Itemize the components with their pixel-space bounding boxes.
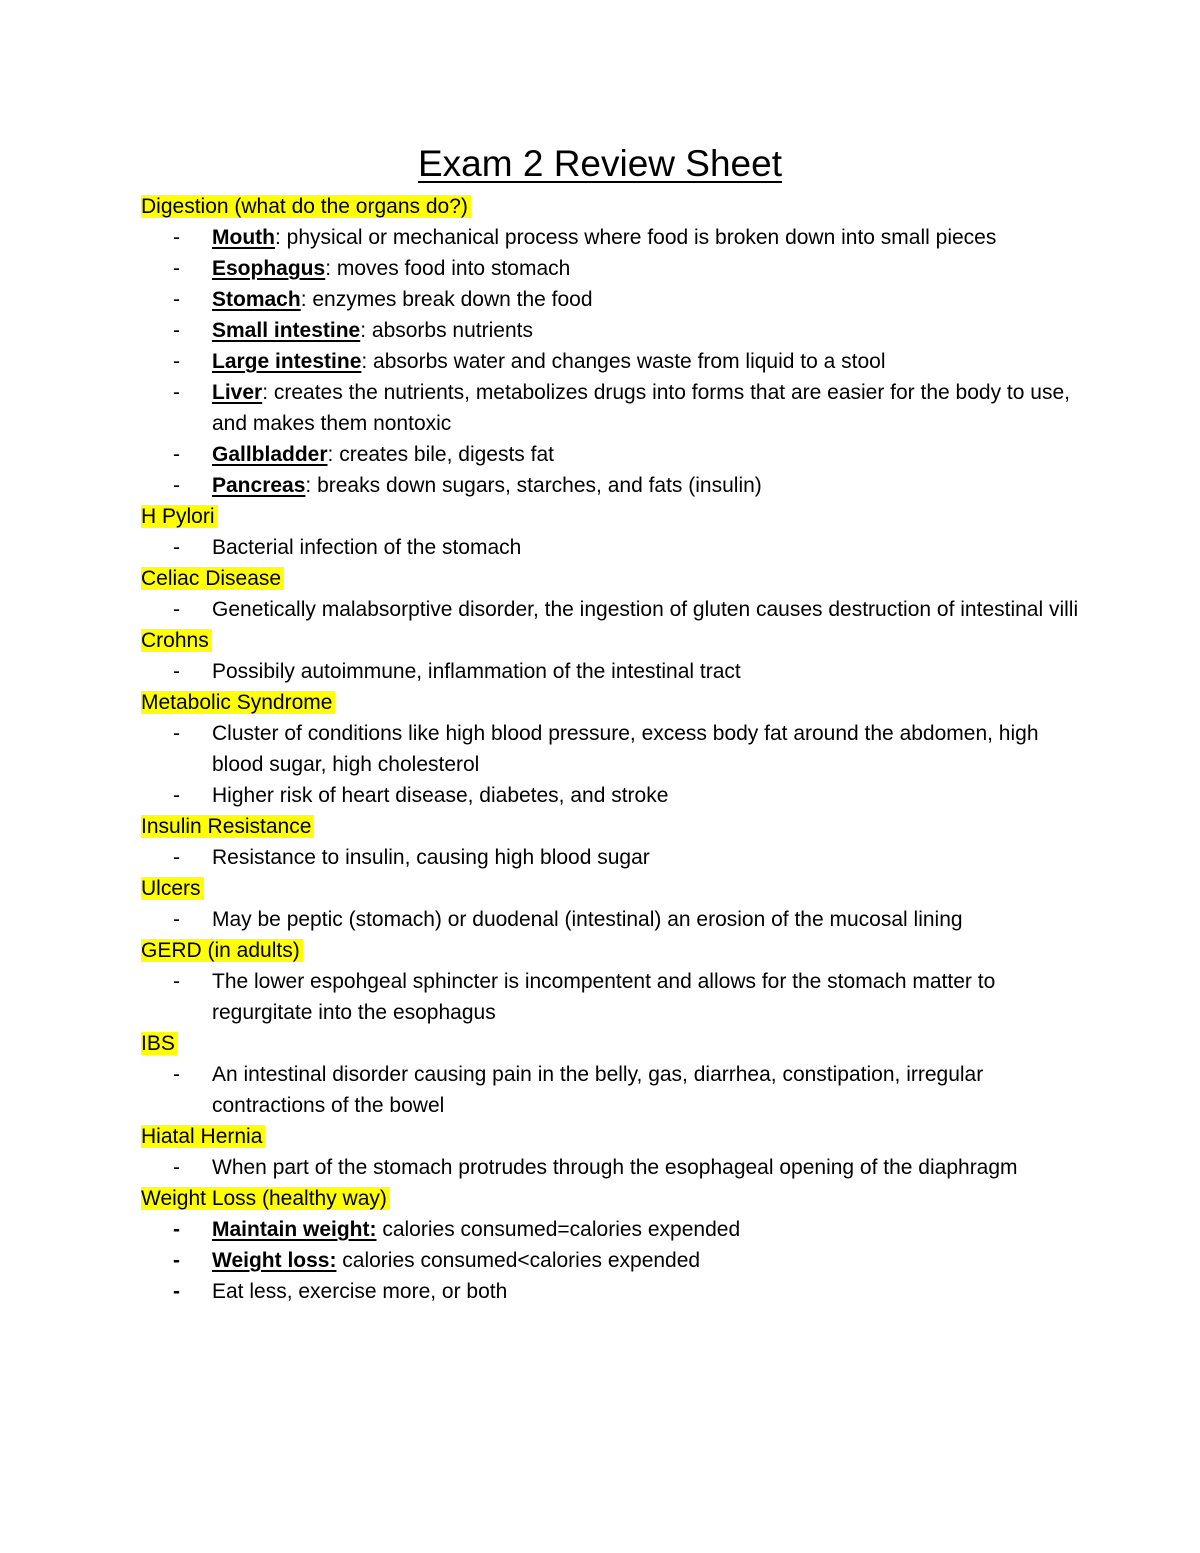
bullet-text [212, 284, 1081, 315]
bullet-description: May be peptic (stomach) or duodenal (intestinal) an erosion of the mucosal lining [212, 908, 963, 931]
bullet-description: Higher risk of heart disease, diabetes, and stroke [212, 784, 669, 807]
bullet-text [212, 253, 1081, 284]
bullet-dash: - [173, 908, 180, 931]
bullet-text [212, 656, 1081, 687]
bullet-dash: - [173, 443, 180, 466]
bullet-description: : enzymes break down the food [300, 288, 593, 311]
bullet-description: : creates the nutrients, metabolizes drugs into forms that are easier for the body to use, and makes them nontoxic [212, 381, 1070, 435]
section-heading [141, 1121, 1081, 1152]
bullet-text [212, 1059, 1081, 1121]
bullet-item [141, 1245, 1081, 1276]
bullet-description: Possibily autoimmune, inflammation of the intestinal tract [212, 660, 741, 683]
bullet-dash: - [173, 257, 180, 280]
bullet-description: When part of the stomach protrudes through the esophageal opening of the diaphragm [212, 1156, 1018, 1179]
bullet-item [141, 904, 1081, 935]
section-heading [141, 873, 1081, 904]
bullet-description: The lower espohgeal sphincter is incompentent and allows for the stomach matter to regurgitate into the esophagus [212, 970, 996, 1024]
section-heading [141, 501, 1081, 532]
section-heading-text: Weight Loss (healthy way) [141, 1187, 390, 1210]
page-title: Exam 2 Review Sheet [417, 143, 782, 184]
section-heading [141, 563, 1081, 594]
bullet-text [212, 532, 1081, 563]
bullet-text [212, 842, 1081, 873]
bullet-item [141, 439, 1081, 470]
section-heading-text: IBS [141, 1032, 178, 1055]
bullet-dash: - [173, 1249, 180, 1272]
bullet-item [141, 222, 1081, 253]
bullet-dash: - [173, 1280, 180, 1303]
bullet-item [141, 842, 1081, 873]
bullet-text [212, 1152, 1081, 1183]
bullet-item [141, 656, 1081, 687]
bullet-dash: - [173, 1063, 180, 1086]
bullet-text [212, 594, 1081, 625]
section-heading-text: Celiac Disease [141, 567, 284, 590]
bullet-term: Liver [212, 381, 263, 404]
bullet-description: Eat less, exercise more, or both [212, 1280, 508, 1303]
review-content [141, 191, 1081, 1307]
bullet-item [141, 377, 1081, 439]
bullet-text [212, 377, 1081, 439]
bullet-item [141, 470, 1081, 501]
bullet-item [141, 718, 1081, 780]
bullet-description: calories consumed<calories expended [336, 1249, 701, 1272]
section-heading [141, 1028, 1081, 1059]
section-heading-text: Ulcers [141, 877, 204, 900]
bullet-term: Gallbladder [212, 443, 328, 466]
bullet-term: Stomach [212, 288, 301, 311]
bullet-dash: - [173, 722, 180, 745]
bullet-description: : moves food into stomach [325, 257, 571, 280]
bullet-dash: - [173, 381, 180, 404]
bullet-description: An intestinal disorder causing pain in the belly, gas, diarrhea, constipation, irregular contractions of the bowel [212, 1063, 984, 1117]
bullet-description: Resistance to insulin, causing high blood sugar [212, 846, 650, 869]
bullet-text [212, 966, 1081, 1028]
bullet-text [212, 718, 1081, 780]
bullet-description: : absorbs nutrients [360, 319, 533, 342]
section-heading [141, 191, 1081, 222]
bullet-description: : physical or mechanical process where food is broken down into small pieces [274, 226, 997, 249]
bullet-item [141, 1214, 1081, 1245]
bullet-item [141, 532, 1081, 563]
bullet-dash: - [173, 536, 180, 559]
section-heading-text: Hiatal Hernia [141, 1125, 265, 1148]
bullet-description: Cluster of conditions like high blood pressure, excess body fat around the abdomen, high blood sugar, high cholesterol [212, 722, 1039, 776]
bullet-dash: - [173, 350, 180, 373]
bullet-dash: - [173, 226, 180, 249]
section-heading-text: H Pylori [141, 505, 218, 528]
bullet-dash: - [173, 474, 180, 497]
bullet-text [212, 222, 1081, 253]
bullet-dash: - [173, 846, 180, 869]
bullet-item [141, 966, 1081, 1028]
bullet-item [141, 1152, 1081, 1183]
bullet-term: Weight loss: [212, 1249, 337, 1272]
bullet-dash: - [173, 1156, 180, 1179]
bullet-term: Pancreas [212, 474, 306, 497]
bullet-dash: - [173, 1218, 180, 1241]
bullet-text [212, 1245, 1081, 1276]
bullet-term: Esophagus [212, 257, 326, 280]
bullet-item [141, 346, 1081, 377]
bullet-item [141, 780, 1081, 811]
bullet-text [212, 315, 1081, 346]
section-heading-text: Insulin Resistance [141, 815, 314, 838]
bullet-item [141, 594, 1081, 625]
bullet-dash: - [173, 319, 180, 342]
bullet-dash: - [173, 660, 180, 683]
bullet-text [212, 780, 1081, 811]
section-heading-text: Crohns [141, 629, 212, 652]
bullet-dash: - [173, 784, 180, 807]
bullet-text [212, 470, 1081, 501]
bullet-term: Large intestine [212, 350, 362, 373]
bullet-dash: - [173, 598, 180, 621]
bullet-description: calories consumed=calories expended [376, 1218, 741, 1241]
bullet-description: : absorbs water and changes waste from liquid to a stool [361, 350, 886, 373]
section-heading-text: Digestion (what do the organs do?) [141, 195, 471, 218]
bullet-description: Genetically malabsorptive disorder, the ingestion of gluten causes destruction of intestinal villi [212, 598, 1079, 621]
section-heading [141, 1183, 1081, 1214]
bullet-term: Mouth [212, 226, 275, 249]
bullet-dash: - [173, 970, 180, 993]
section-heading [141, 687, 1081, 718]
bullet-description: : breaks down sugars, starches, and fats (insulin) [305, 474, 762, 497]
section-heading-text: Metabolic Syndrome [141, 691, 335, 714]
section-heading [141, 811, 1081, 842]
section-heading [141, 935, 1081, 966]
bullet-description: : creates bile, digests fat [327, 443, 554, 466]
bullet-text [212, 1214, 1081, 1245]
bullet-item [141, 315, 1081, 346]
bullet-text [212, 1276, 1081, 1307]
section-heading [141, 625, 1081, 656]
bullet-description: Bacterial infection of the stomach [212, 536, 522, 559]
bullet-text [212, 904, 1081, 935]
bullet-dash: - [173, 288, 180, 311]
bullet-item [141, 284, 1081, 315]
bullet-item [141, 1276, 1081, 1307]
bullet-item [141, 1059, 1081, 1121]
bullet-item [141, 253, 1081, 284]
section-heading-text: GERD (in adults) [141, 939, 303, 962]
bullet-term: Maintain weight: [212, 1218, 377, 1241]
bullet-term: Small intestine [212, 319, 361, 342]
bullet-text [212, 439, 1081, 470]
bullet-text [212, 346, 1081, 377]
